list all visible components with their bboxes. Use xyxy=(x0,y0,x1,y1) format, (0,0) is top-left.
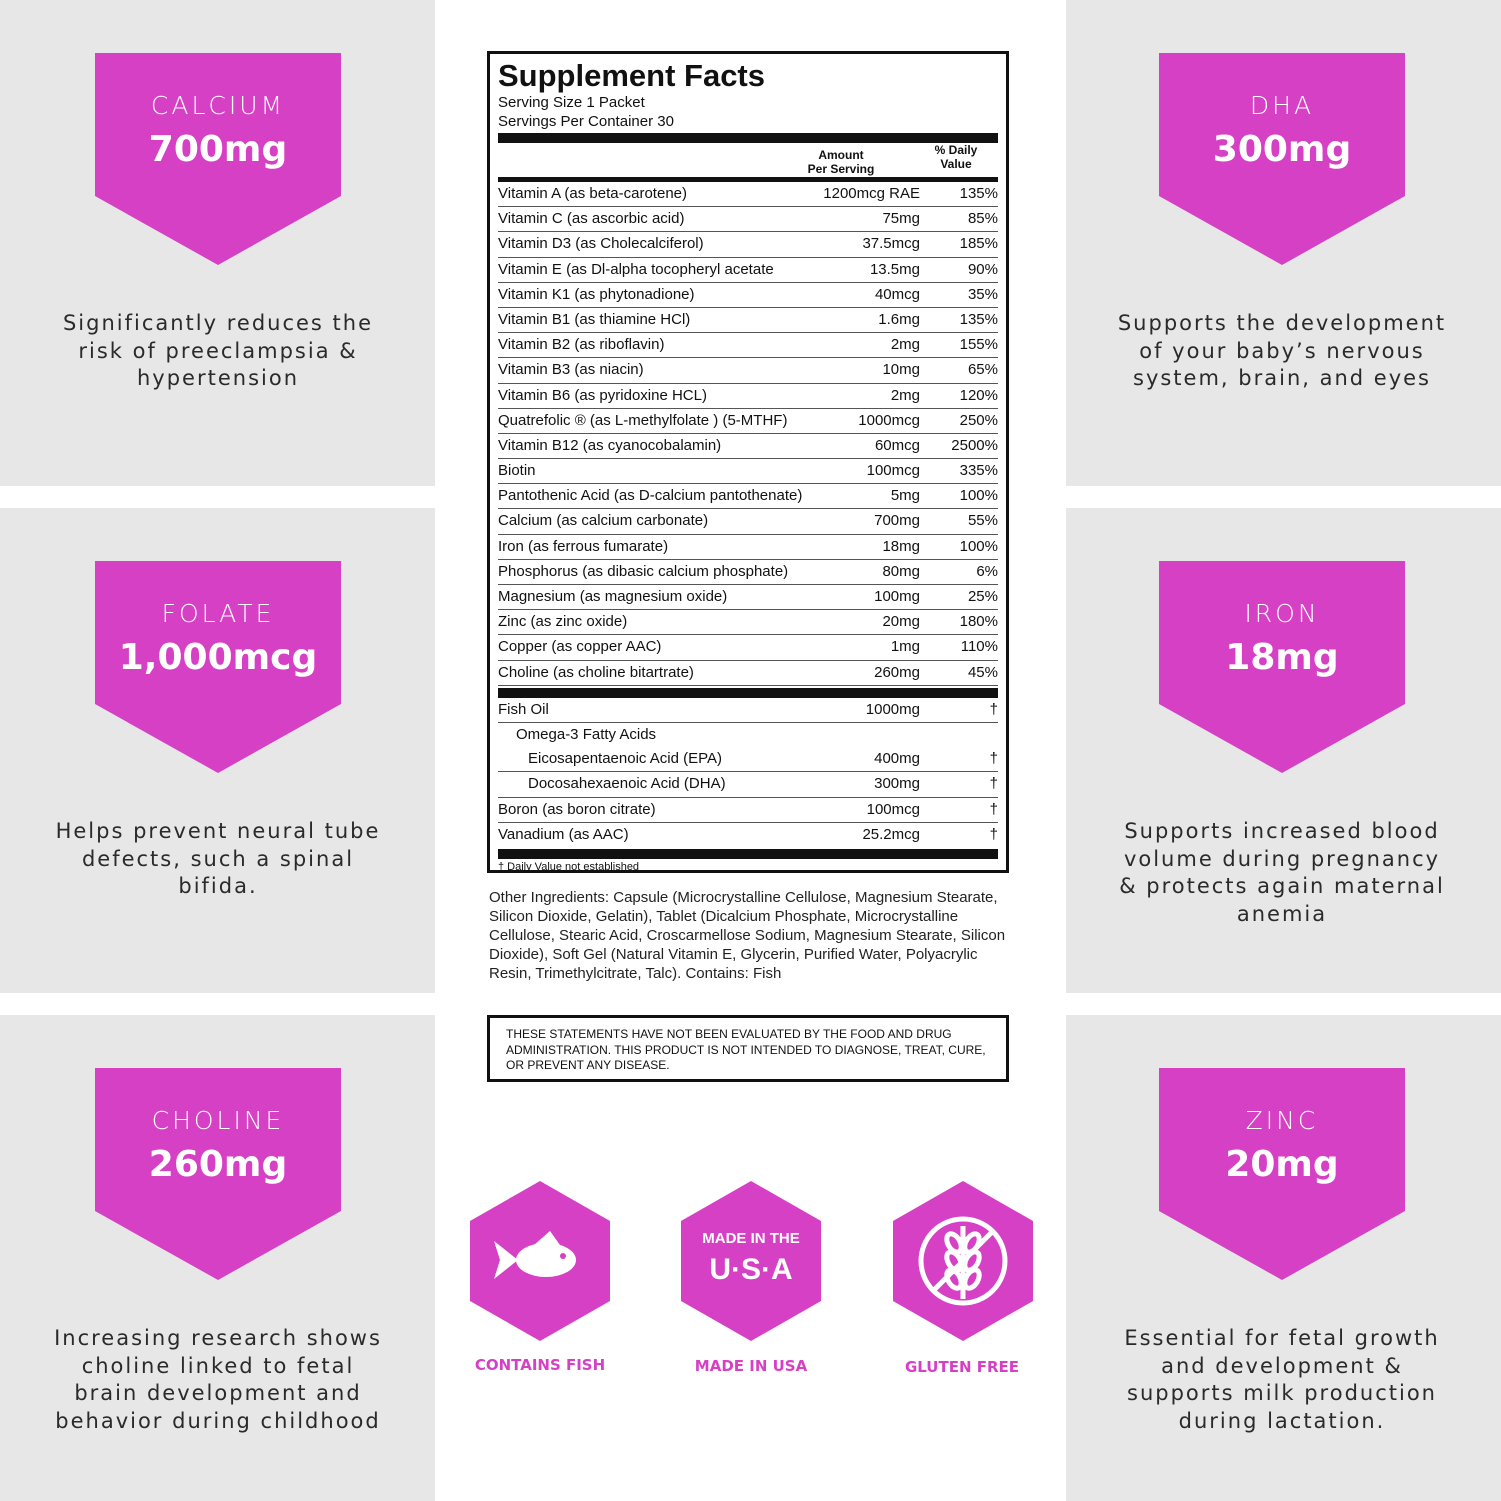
choline-badge xyxy=(95,1068,341,1280)
facts-row xyxy=(498,535,998,560)
nutrient-amount: 5mg xyxy=(890,487,920,505)
other-ingredients: Other Ingredients: Capsule (Microcrystalline Cellulose, Magnesium Stearate, Silicon Dioxide, Gelatin), Tablet (Dicalcium Phosphate, Microcrystalline Cellulose, Stearic Acid, Croscarmellose Sodium, Magnesium Stearate, Silicon Dioxide), Soft Gel (Natural Vitamin E, Glycerin, Purified Water, Polyacrylic Resin, Trimethylcitrate, Talc). Contains: Fish xyxy=(489,889,1006,982)
nutrient-name: Pantothenic Acid (as D-calcium pantothenate) xyxy=(498,487,803,505)
nutrient-name: Vitamin B3 (as niacin) xyxy=(498,361,644,379)
nutrient-name: Vitamin B2 (as riboflavin) xyxy=(498,336,665,354)
facts-title: Supplement Facts xyxy=(498,58,765,93)
zinc-badge xyxy=(1159,1068,1405,1280)
nutrient-daily-value: 35% xyxy=(967,285,998,303)
nutrient-name: Vitamin C (as ascorbic acid) xyxy=(498,210,685,228)
contains-fish-badge xyxy=(470,1181,610,1341)
nutrient-amount: 260mg xyxy=(874,663,920,681)
nutrient-name: Eicosapentaenoic Acid (EPA) xyxy=(528,750,722,768)
nutrient-amount: 37.5mcg xyxy=(862,235,920,253)
nutrient-name: Fish Oil xyxy=(498,700,549,718)
amount-header-line2: Per Serving xyxy=(807,162,875,176)
nutrient-amount: 300mg xyxy=(874,775,920,793)
nutrient-name: Omega-3 Fatty Acids xyxy=(516,725,657,743)
nutrient-daily-value: 25% xyxy=(967,588,998,605)
nutrient-daily-value: 85% xyxy=(967,210,998,228)
facts-row xyxy=(498,560,998,585)
nutrient-amount: 18mg xyxy=(882,537,920,555)
nutrient-amount: 20mg xyxy=(882,613,920,631)
nutrient-amount: 60mcg xyxy=(874,436,920,454)
dv-header-line1: % Daily xyxy=(934,143,978,157)
nutrient-name: Magnesium (as magnesium oxide) xyxy=(498,588,728,605)
nutrient-daily-value: 185% xyxy=(959,235,998,253)
nutrient-daily-value: † xyxy=(989,825,998,843)
dha-description: Supports the development of your baby’s nervous system, brain, and eyes xyxy=(1117,311,1447,390)
nutrient-amount: 100mcg xyxy=(866,800,920,818)
facts-row xyxy=(498,182,998,207)
nutrient-name: Vitamin B6 (as pyridoxine HCL) xyxy=(498,386,707,404)
facts-row xyxy=(498,772,998,797)
nutrient-daily-value: 180% xyxy=(959,613,998,631)
nutrient-amount: 10mg xyxy=(882,361,920,379)
facts-row xyxy=(498,509,998,534)
nutrient-amount: 13.5mg xyxy=(869,260,920,278)
facts-row xyxy=(498,610,998,635)
nutrient-name: Vitamin K1 (as phytonadione) xyxy=(498,285,695,303)
nutrient-name: Choline (as choline bitartrate) xyxy=(498,663,694,681)
nutrient-name: Vanadium (as AAC) xyxy=(498,825,629,843)
nutrient-amount: 1000mcg xyxy=(858,411,920,429)
nutrient-daily-value: 135% xyxy=(959,185,998,202)
facts-row xyxy=(498,232,998,257)
nutrient-daily-value: 155% xyxy=(959,336,998,354)
nutrient-amount: 100mcg xyxy=(866,462,920,480)
fda-disclaimer: THESE STATEMENTS HAVE NOT BEEN EVALUATED BY THE FOOD AND DRUG ADMINISTRATION. THIS PRODUCT IS NOT INTENDED TO DIAGNOSE, TREAT, CURE, OR PREVENT ANY DISEASE. xyxy=(487,1015,1009,1082)
made-in-usa-label: MADE IN USA xyxy=(694,1357,808,1375)
nutrient-name: Calcium (as calcium carbonate) xyxy=(498,512,709,530)
gluten-free-label: GLUTEN FREE xyxy=(904,1358,1020,1376)
nutrient-daily-value: † xyxy=(989,775,998,793)
nutrient-daily-value: 335% xyxy=(959,462,998,480)
facts-row xyxy=(498,635,998,660)
oil-rows xyxy=(498,698,998,847)
nutrient-amount: 2mg xyxy=(890,336,920,354)
facts-row xyxy=(498,207,998,232)
nutrient-amount: 2mg xyxy=(890,386,920,404)
facts-row xyxy=(498,258,998,283)
badge-amount: 700mg xyxy=(148,129,288,170)
supplement-facts-panel xyxy=(487,51,1009,873)
nutrient-amount: 100mg xyxy=(874,588,920,605)
facts-row xyxy=(498,459,998,484)
nutrient-amount: 1200mcg RAE xyxy=(823,185,920,202)
made-in-usa-icon xyxy=(702,1230,800,1286)
nutrient-daily-value: 90% xyxy=(967,260,998,278)
nutrient-name: Zinc (as zinc oxide) xyxy=(498,613,628,631)
folate-badge xyxy=(95,561,341,773)
nutrient-daily-value: 45% xyxy=(967,663,998,681)
nutrient-rows xyxy=(498,182,998,686)
facts-row xyxy=(498,434,998,459)
nutrient-amount: 700mg xyxy=(874,512,920,530)
nutrient-daily-value: 65% xyxy=(967,361,998,379)
nutrient-daily-value: † xyxy=(989,700,998,718)
nutrient-name: Phosphorus (as dibasic calcium phosphate) xyxy=(498,562,789,580)
calcium-description: Significantly reduces the risk of preeclampsia & hypertension xyxy=(62,311,374,390)
nutrient-amount: 40mcg xyxy=(874,285,920,303)
thick-divider xyxy=(498,688,998,698)
nutrient-amount: 400mg xyxy=(874,750,920,768)
nutrient-daily-value: † xyxy=(989,800,998,818)
zinc-description: Essential for fetal growth and development & supports milk production during lactation. xyxy=(1124,1326,1440,1433)
nutrient-daily-value: 120% xyxy=(959,386,998,404)
daily-value-footnote: † Daily Value not established xyxy=(498,860,640,873)
nutrient-name: Vitamin A (as beta-carotene) xyxy=(498,185,687,202)
facts-row xyxy=(498,384,998,409)
facts-row xyxy=(498,484,998,509)
nutrient-daily-value: 6% xyxy=(976,562,998,580)
nutrient-amount: 1mg xyxy=(890,638,920,656)
servings-per-container: Servings Per Container 30 xyxy=(498,113,674,130)
nutrient-amount: 80mg xyxy=(882,562,920,580)
dv-header-line2: Value xyxy=(940,157,972,171)
facts-column-header xyxy=(498,143,998,177)
nutrient-amount: 1000mg xyxy=(865,700,920,718)
dv-header xyxy=(914,143,998,171)
nutrient-name: Vitamin B1 (as thiamine HCl) xyxy=(498,310,691,328)
nutrient-name: Boron (as boron citrate) xyxy=(498,800,656,818)
nutrient-daily-value: 100% xyxy=(959,537,998,555)
nutrient-daily-value: † xyxy=(989,750,998,768)
nutrient-daily-value: 250% xyxy=(959,411,998,429)
nutrient-daily-value: 2500% xyxy=(951,436,998,454)
iron-description: Supports increased blood volume during pregnancy & protects again maternal anemia xyxy=(1119,819,1445,926)
badge-amount: 260mg xyxy=(148,1144,288,1185)
amount-header xyxy=(798,148,884,176)
facts-row xyxy=(498,823,998,847)
svg-text:MADE IN THE: MADE IN THE xyxy=(702,1230,800,1247)
badge-name: ZINC xyxy=(1245,1106,1319,1135)
facts-row xyxy=(498,747,998,772)
badge-name: IRON xyxy=(1244,599,1320,628)
badge-amount: 1,000mcg xyxy=(118,637,318,678)
nutrient-name: Quatrefolic ® (as L-methylfolate ) (5-MTHF) xyxy=(498,411,788,429)
dha-badge xyxy=(1159,53,1405,265)
nutrient-name: Docosahexaenoic Acid (DHA) xyxy=(528,775,726,793)
folate-description: Helps prevent neural tube defects, such a spinal bifida. xyxy=(55,819,381,898)
badge-name: DHA xyxy=(1249,91,1315,120)
nutrient-daily-value: 110% xyxy=(960,638,998,656)
nutrient-amount: 25.2mcg xyxy=(862,825,920,843)
facts-row xyxy=(498,283,998,308)
badge-amount: 18mg xyxy=(1225,637,1339,678)
serving-size: Serving Size 1 Packet xyxy=(498,94,645,111)
nutrient-name: Biotin xyxy=(498,462,536,480)
badge-name: FOLATE xyxy=(161,599,275,628)
svg-text:U·S·A: U·S·A xyxy=(709,1253,793,1286)
nutrient-name: Vitamin E (as Dl-alpha tocopheryl acetate xyxy=(498,260,774,278)
choline-description: Increasing research shows choline linked to fetal brain development and behavior during childhood xyxy=(54,1326,382,1433)
calcium-badge xyxy=(95,53,341,265)
facts-row xyxy=(498,698,998,723)
thick-divider xyxy=(498,849,998,859)
nutrient-name: Vitamin B12 (as cyanocobalamin) xyxy=(498,436,722,454)
nutrient-name: Iron (as ferrous fumarate) xyxy=(498,537,669,555)
nutrient-name: Vitamin D3 (as Cholecalciferol) xyxy=(498,235,704,253)
nutrient-daily-value: 55% xyxy=(967,512,998,530)
facts-row xyxy=(498,798,998,823)
facts-row xyxy=(498,308,998,333)
badge-amount: 20mg xyxy=(1225,1144,1339,1185)
facts-row xyxy=(498,358,998,383)
nutrient-name: Copper (as copper AAC) xyxy=(498,638,662,656)
facts-row xyxy=(498,723,998,747)
contains-fish-label: CONTAINS FISH xyxy=(474,1356,606,1374)
nutrient-daily-value: 135% xyxy=(959,310,998,328)
badge-name: CALCIUM xyxy=(150,91,286,120)
thick-divider xyxy=(498,133,998,143)
nutrient-amount: 1.6mg xyxy=(878,310,920,328)
facts-row xyxy=(498,333,998,358)
facts-row xyxy=(498,661,998,686)
facts-row xyxy=(498,409,998,434)
made-in-usa-badge xyxy=(681,1181,821,1341)
nutrient-daily-value: 100% xyxy=(959,487,998,505)
nutrient-amount: 75mg xyxy=(882,210,920,228)
iron-badge xyxy=(1159,561,1405,773)
amount-header-line1: Amount xyxy=(818,148,864,162)
badge-amount: 300mg xyxy=(1212,129,1352,170)
facts-row xyxy=(498,585,998,610)
badge-name: CHOLINE xyxy=(151,1106,285,1135)
gluten-free-badge xyxy=(893,1181,1033,1341)
